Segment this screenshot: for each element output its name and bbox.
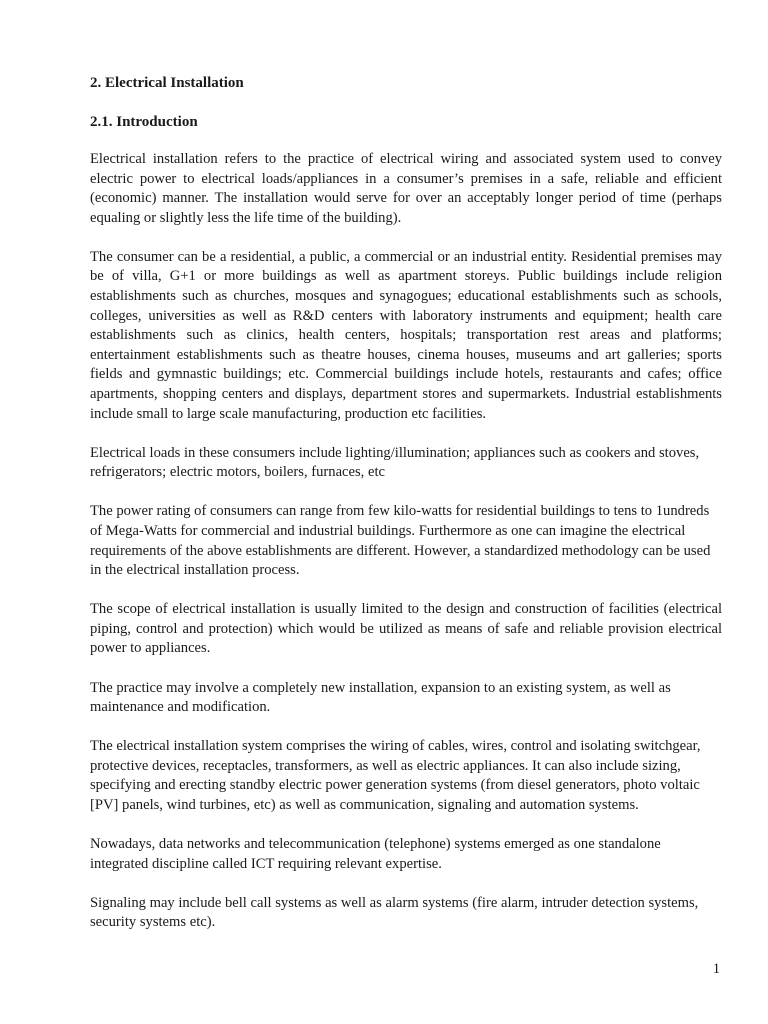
- page-number: 1: [712, 961, 720, 977]
- paragraph-loads: Electrical loads in these consumers include lighting/illumination; appliances such as cookers and stoves, refrigerators; electric motors, boilers, furnaces, etc: [90, 444, 700, 481]
- paragraph-consumers: The consumer can be a residential, a public, a commercial or an industrial entity. Residential premises may be of villa, G+1 or more buildings as well as apartment storeys. Public buildings include religion establishments such as churches, mosques and synagogues; educational establishments such as schools, colleges, universities as well as R&D centers with laboratory instruments and equipment; health care establishments such as clinics, health centers, hospitals; transportation rest areas and platforms; entertainment establishments such as theatre houses, cinema houses, museums and art galleries; sports fields and gymnastic buildings; etc. Commercial buildings include hotels, restaurants and cafes; office apartments, shopping centers and displays, department stores and supermarkets. Industrial establishments include small to large scale manufacturing, production etc facilities.: [90, 248, 722, 422]
- document-page: [90, 70, 722, 933]
- paragraph-signaling: Signaling may include bell call systems as well as alarm systems (fire alarm, intruder detection systems, security systems etc).: [90, 894, 699, 931]
- paragraph-power-rating: The power rating of consumers can range from few kilo-watts for residential buildings to tens to 1undreds of Mega-Watts for commercial and industrial buildings. Furthermore as one can imagine the electrical requirements of the above establishments are different. However, a standardized methodology can be used in the electrical installation process.: [90, 503, 711, 579]
- paragraph-system-components: The electrical installation system comprises the wiring of cables, wires, control and isolating switchgear, protective devices, receptacles, transformers, as well as electric appliances. It can also include sizing, specifying and erecting standby electric power generation systems (from diesel generators, photo voltaic [PV] panels, wind turbines, etc) as well as communication, signaling and automation systems.: [90, 738, 701, 814]
- paragraph-ict: Nowadays, data networks and telecommunication (telephone) systems emerged as one standalone integrated discipline called ICT requiring relevant expertise.: [90, 836, 661, 872]
- subsection-heading: 2.1. Introduction: [90, 114, 198, 130]
- paragraph-definition: Electrical installation refers to the practice of electrical wiring and associated system used to convey electric power to electrical loads/appliances in a consumer’s premises in a safe, reliable and efficient (economic) manner. The installation would serve for over an acceptably longer period of time (perhaps equaling or slightly less the life time of the building).: [90, 151, 722, 226]
- paragraph-scope: The scope of electrical installation is usually limited to the design and construction of facilities (electrical piping, control and protection) which would be utilized as means of safe and reliable provision electrical power to appliances.: [90, 601, 722, 657]
- section-heading: 2. Electrical Installation: [90, 75, 244, 91]
- paragraph-practice: The practice may involve a completely new installation, expansion to an existing system, as well as maintenance and modification.: [90, 679, 671, 716]
